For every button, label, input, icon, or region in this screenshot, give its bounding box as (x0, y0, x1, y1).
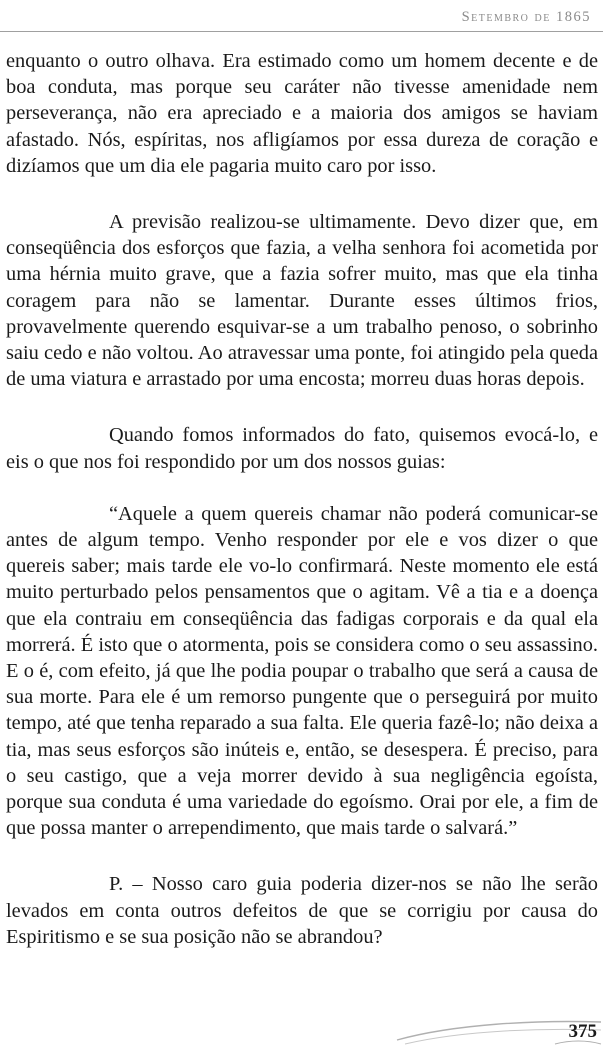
paragraph-2: A previsão realizou-se ultimamente. Devo dizer que, em conseqüência dos esforços que fazia, a velha senhora foi acometida por uma hérnia muito grave, que a fazia sofrer muito, mas que ela tinha coragem para não se lamentar. Durante esses últimos frios, provavelmente querendo esquivar-se a um trabalho penoso, o sobrinho saiu cedo e não voltou. Ao atravessar uma ponte, foi atingido pela queda de uma viatura e arrastado por uma encosta; morreu duas horas depois. (6, 211, 598, 391)
running-header: Setembro de 1865 (461, 9, 591, 25)
header-divider (0, 31, 603, 32)
page-number: 375 (568, 1021, 597, 1042)
paragraph-4-quote: “Aquele a quem quereis chamar não poderá comunicar-se antes de algum tempo. Venho responder por ele e vos dizer o que quereis saber; mais tarde ele vo-lo confirmará. Neste momento ele está muito perturbado pelos pensamentos que o agitam. Vê a tia e a doença que ela contraiu em conseqüência das fadigas corporais e da qual ela morrerá. É isto que o atormenta, pois se considera como o seu assassino. E o é, com efeito, já que lhe podia poupar o trabalho que será a causa de sua morte. Para ele é um remorso pungente que o perseguirá por muito tempo, até que tenha reparado a sua falta. Ele queria fazê-lo; não deixa a tia, mas seus esforços são inúteis e, então, se desespera. É preciso, para o seu castigo, que a veja morrer devido à sua negligência egoísta, porque sua conduta é uma variedade do egoísmo. Orai por ele, a fim de que possa manter o arrependimento, que mais tarde o salvará.” (6, 502, 598, 840)
paragraph-5-question: P. – Nosso caro guia poderia dizer-nos se não lhe serão levados em conta outros defeitos de que se corrigiu por causa do Espiritismo e se sua posição não se abrandou? (6, 873, 598, 948)
paragraph-3: Quando fomos informados do fato, quisemos evocá-lo, e eis o que nos foi respondido por um dos nossos guias: (6, 424, 598, 473)
body-text (6, 48, 598, 980)
paragraph-1: enquanto o outro olhava. Era estimado como um homem decente e de boa conduta, mas porque seu caráter não tivesse amenidade nem perseverança, não era apreciado e a maioria dos amigos se haviam afastado. Nós, espíritas, nos afligíamos por essa dureza de coração e dizíamos que um dia ele pagaria muito caro por isso. (6, 50, 598, 177)
